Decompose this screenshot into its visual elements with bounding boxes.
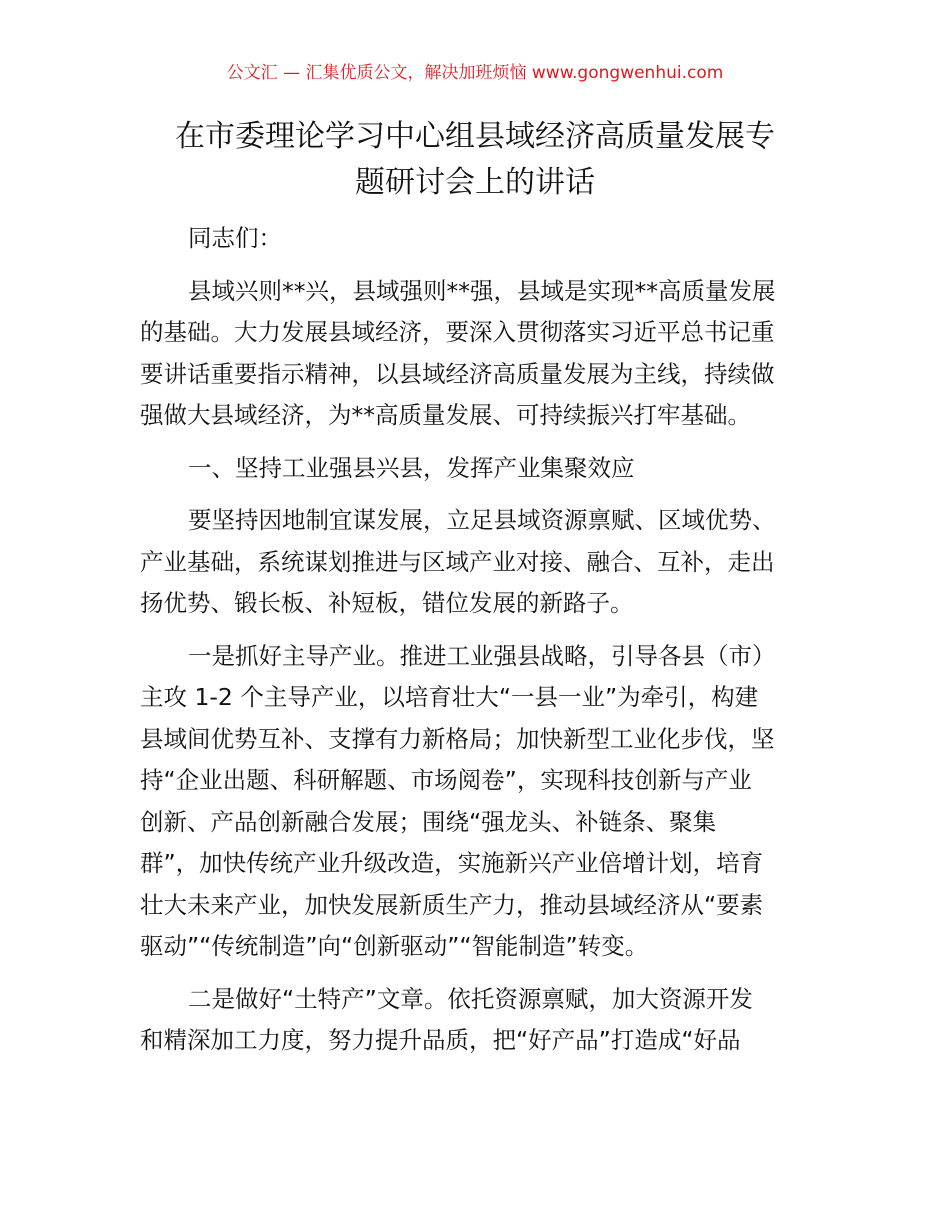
paragraph-line: 县域间优势互补、支撑有力新格局；加快新型工业化步伐，坚 [140,724,775,753]
paragraph-line: 驱动”“传统制造”向“创新驱动”“智能制造”转变。 [140,932,649,960]
paragraph [140,979,820,1062]
paragraph-line: 产业基础，系统谋划推进与区域产业对接、融合、互补，走出 [140,547,775,576]
paragraph-line: 壮大未来产业，加快发展新质生产力，推动县域经济从“要素 [140,890,764,919]
paragraph-line: 一、坚持工业强县兴县，发挥产业集聚效应 [188,453,635,482]
paragraph-line: 要坚持因地制宜谋发展，立足县域资源禀赋、区域优势、 [188,506,776,534]
watermark-header: 公文汇 — 汇集优质公文，解决加班烦恼 www.gongwenhui.com [226,63,724,83]
paragraph-line: 扬优势、锻长板、补短板，错位发展的新路子。 [140,589,634,617]
title-line: 题研讨会上的讲话 [355,165,595,200]
paragraph-line: 创新、产品创新融合发展；围绕“强龙头、补链条、聚集 [140,807,717,836]
paragraph-line: 主攻 1-2 个主导产业，以培育壮大“一县一业”为牵引，构建 [140,683,759,711]
paragraph-line: 县域兴则**兴，县域强则**强，县域是实现**高质量发展 [188,276,776,305]
paragraph-line: 强做大县域经济，为**高质量发展、可持续振兴打牢基础。 [140,401,751,429]
paragraph [140,218,820,260]
paragraph [140,271,820,437]
paragraph-line: 要讲话重要指示精神，以县域经济高质量发展为主线，持续做 [140,359,775,388]
paragraph-line: 同志们： [188,224,282,252]
paragraph-line: 和精深加工力度，努力提升品质，把“好产品”打造成“好品 [140,1026,741,1054]
paragraph [140,636,820,968]
paragraph-line: 一是抓好主导产业。推进工业强县战略，引导各县（市） [188,641,776,670]
paragraph [140,448,820,490]
paragraph-line: 持“企业出题、科研解题、市场阅卷”，实现科技创新与产业 [140,766,752,794]
paragraph-line: 二是做好“土特产”文章。依托资源禀赋，加大资源开发 [188,984,753,1013]
document-body [140,218,820,1073]
paragraph-line: 群”，加快传统产业升级改造，实施新兴产业倍增计划，培育 [140,849,764,877]
document-title [130,114,820,206]
paragraph-line: 的基础。大力发展县域经济，要深入贯彻落实习近平总书记重 [140,318,775,346]
paragraph [140,500,820,625]
title-line: 在市委理论学习中心组县域经济高质量发展专 [175,119,775,154]
